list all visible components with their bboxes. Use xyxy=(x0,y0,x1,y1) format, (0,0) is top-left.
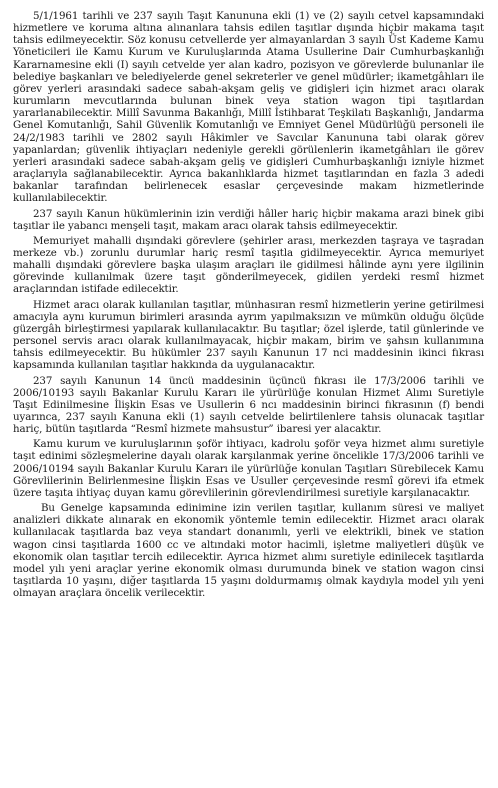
paragraph-driver-needs: Kamu kurum ve kuruluşlarının şoför ihtiyacı, kadrolu şoför veya hizmet alımı suretiyle taşıt edinimi sözleşmelerine dayalı olarak karşılanmak yerine öncelikle 17/3/2006 tarihli ve 2006/10194 sayılı Bakanlar Kurulu Kararı ile yürürlüğe konulan Taşıtları Sürebilecek Kamu Görevlilerinin Belirlenmesine İlişkin Esas ve Usuller çerçevesinde resmî görevi ifa etmek üzere taşıta ihtiyaç duyan kamu görevlilerinin görevlendirilmesi suretiyle karşılanacaktır. xyxy=(13,438,484,499)
document-body xyxy=(13,10,484,599)
paragraph-no-offroad-vehicles: 237 sayılı Kanun hükümlerinin izin verdiği hâller hariç hiçbir makama arazi binek gibi taşıtlar ile yabancı menşeli taşıt, makam aracı olarak tahsis edilmeyecektir. xyxy=(13,207,484,232)
paragraph-taxi-allocation: 5/1/1961 tarihli ve 237 sayılı Taşıt Kanununa ekli (1) ve (2) sayılı cetvel kapsamındaki hizmetlere ve koruma altına alınanlara tahsis edilen taşıtlar dışında hiçbir makama taşıt tahsis edilmeyecektir. Söz konusu cetvellerde yer almayanlardan 3 sayılı Üst Kademe Kamu Yöneticileri ile Kamu Kurum ve Kuruluşlarında Atama Usullerine Dair Cumhurbaşkanlığı Kararnamesine ekli (I) sayılı cetvelde yer alan kadro, pozisyon ve görevlerde bulunanlar ile belediye başkanları ve belediyelerde genel sekreterler ve genel müdürler; ikametgâhları ile görev yerleri arasındaki sadece sabah-akşam geliş ve gidişleri için hizmet aracı olarak kurumların mevcutlarında bulunan binek veya station wagon tipi taşıtlardan yararlanabilecektir. Millî Savunma Bakanlığı, Millî İstihbarat Teşkilatı Başkanlığı, Jandarma Genel Komutanlığı, Sahil Güvenlik Komutanlığı ve Emniyet Genel Müdürlüğü personeli ile 24/2/1983 tarihli ve 2802 sayılı Hâkimler ve Savcılar Kanununa tabi olarak görev yapanlardan; güvenlik ihtiyaçları nedeniyle gerekli görülenlerin ikametgâhları ile görev yerleri arasındaki sadece sabah-akşam geliş ve gidişleri Cumhurbaşkanlığı izniyle hizmet araçlarıyla sağlanabilecektir. Ayrıca bakanlıklarda hizmet taşıtlarından en fazla 3 adedi bakanlar tarafından belirlenecek esaslar çerçevesinde makam hizmetlerinde kullanılabilecektir. xyxy=(13,10,484,205)
paragraph-out-of-office-duties: Memuriyet mahalli dışındaki görevlere (şehirler arası, merkezden taşraya ve taşradan merkeze vb.) zorunlu durumlar hariç resmî taşıtla gidilmeyecektir. Ayrıca memuriyet mahalli dışındaki görevlere başka ulaşım araçları ile gidilmesi hâlinde aynı yere ilgilinin görevinde kullanılmak üzere taşıt gönderilmeyecek, gidilen yerdeki resmî hizmet araçlarından istifade edilecektir. xyxy=(13,234,484,296)
paragraph-official-use-label: 237 sayılı Kanunun 14 üncü maddesinin üçüncü fıkrası ile 17/3/2006 tarihli ve 2006/10193 sayılı Bakanlar Kurulu Kararı ile yürürlüğe konulan Hizmet Alımı Suretiyle Taşıt Edinilmesine İlişkin Esas ve Usullerin 6 ncı maddesinin birinci fıkrasının (f) bendi uyarınca, 237 sayılı Kanuna ekli (1) sayılı cetvelde belirtilenlere tahsis olunacak taşıtlar hariç, bütün taşıtlarda “Resmî hizmete mahsustur” ibaresi yer alacaktır. xyxy=(13,374,484,436)
paragraph-service-vehicle-use: Hizmet aracı olarak kullanılan taşıtlar, münhasıran resmî hizmetlerin yerine getirilmesi amacıyla aynı kurumun birimleri arasında ayrım yapılmaksızın ve mümkün olduğu ölçüde güzergâh birleştirmesi yapılarak kullanılacaktır. Bu taşıtlar; özel işlerde, tatil günlerinde ve personel servis aracı olarak kullanılmayacak, hiçbir makam, birim ve şahsın kullanımına tahsis edilmeyecektir. Bu hükümler 237 sayılı Kanunun 17 nci maddesinin ikinci fıkrası kapsamında kullanılan taşıtlar hakkında da uygulanacaktır. xyxy=(13,298,484,372)
paragraph-economic-procurement: Bu Genelge kapsamında edinimine izin verilen taşıtlar, kullanım süresi ve maliyet analizleri dikkate alınarak en ekonomik yöntemle temin edilecektir. Hizmet aracı olarak kullanılacak taşıtlarda baz veya standart donanımlı, yerli ve elektrikli, binek ve station wagon cinsi taşıtlarda 1600 cc ve altındaki motor hacimli, işletme maliyetleri düşük ve ekonomik olan taşıtlar tercih edilecektir. Ayrıca hizmet alımı suretiyle edinilecek taşıtlarda model yılı yeni araçlar yerine ekonomik olması durumunda binek ve station wagon cinsi taşıtlarda 10 yaşını, diğer taşıtlarda 15 yaşını doldurmamış olmak kaydıyla model yılı yeni olmayan araçlara öncelik verilecektir. xyxy=(13,502,484,600)
